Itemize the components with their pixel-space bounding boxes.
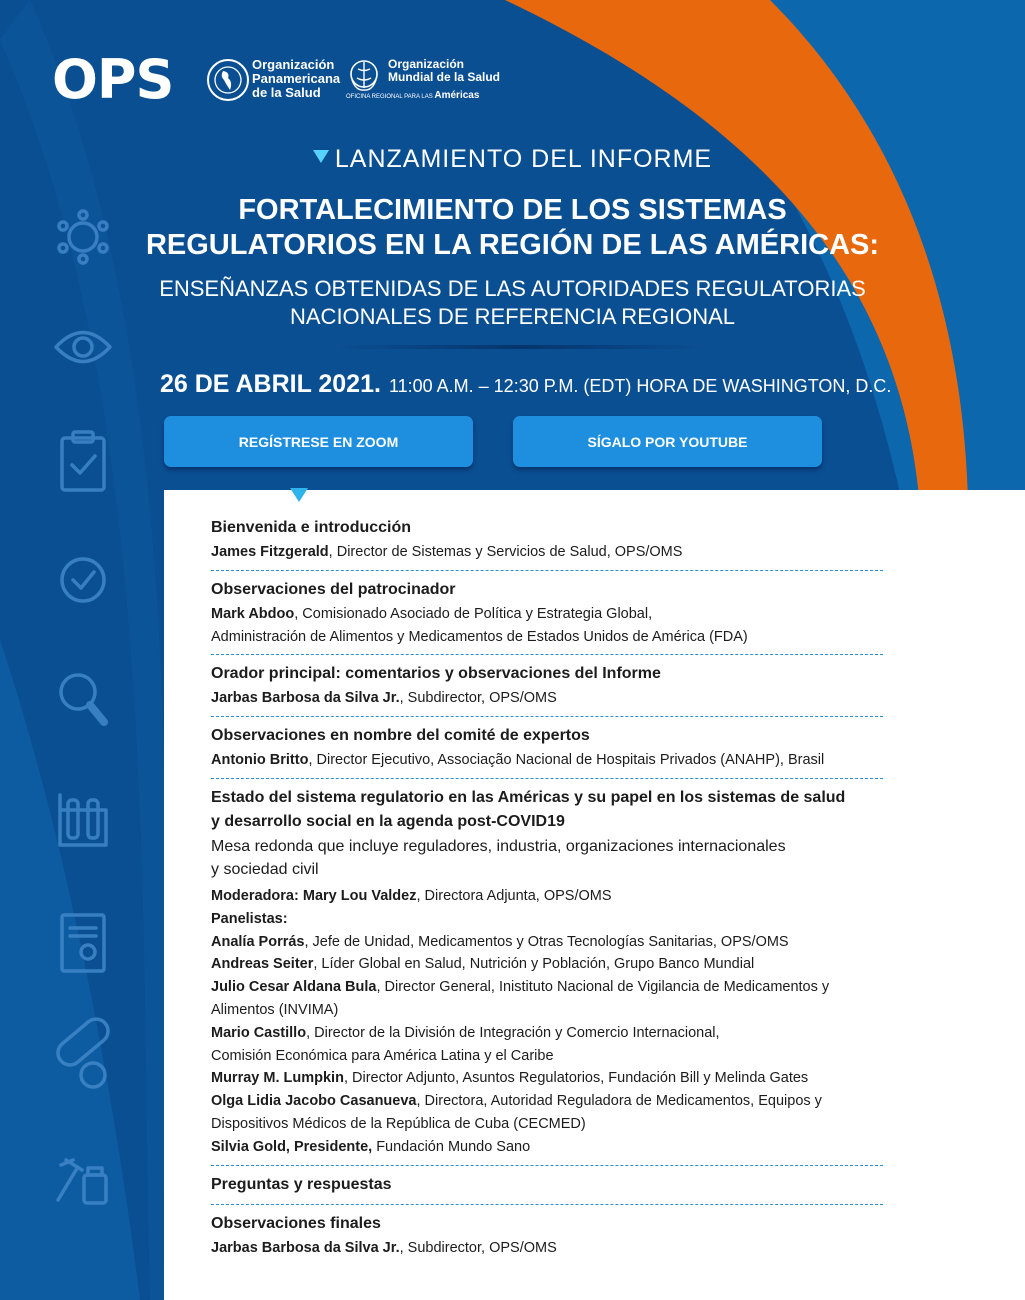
agenda-item-sponsor: Observaciones del patrocinador Mark Abdoo, Comisionado Asociado de Política y Estrategia Global, Administración de Alimentos y Medicamentos de Estados Unidos de América (FDA) [211, 578, 883, 656]
speaker: Jarbas Barbosa da Silva Jr., Subdirector, OPS/OMS [211, 1239, 557, 1256]
panelist: Andreas Seiter, Líder Global en Salud, Nutrición y Población, Grupo Banco Mundial [211, 956, 755, 973]
who-name: Organización Mundial de la Salud [388, 57, 501, 84]
who-emblem-icon [346, 58, 382, 94]
paho-name: Organización Panamericana de la Salud [252, 57, 341, 100]
agenda-item-qa: Preguntas y respuestas [211, 1173, 883, 1205]
agenda-item-experts: Observaciones en nombre del comité de expertos Antonio Britto, Director Ejecutivo, Associação Nacional de Hospitais Privados (ANAHP), Brasil [211, 724, 883, 779]
panelist-role-cont: Comisión Económica para América Latina y el Caribe [211, 1047, 554, 1064]
panelist: Mario Castillo, Director de la División de Integración y Comercio Internacional, [211, 1024, 720, 1041]
paho-emblem-icon [206, 58, 250, 102]
agenda-item-roundtable: Estado del sistema regulatorio en las Américas y su papel en los sistemas de salud y desarrollo social en la agenda post-COVID19 Mesa redonda que incluye reguladores, industria, organizaciones internacionales y sociedad civil Moderadora: Mary Lou Valdez, Directora Adjunta, OPS/OMS Panelistas: Analía Porrás, Jefe de Unidad, Medicamentos y Otras Tecnologías Sanitarias, OPS/OMS Andreas Seiter, Líder Global en Salud, Nutrición y Población, Grupo Banco Mundial Julio Cesar Aldana Bula, Director General, Inistituto Nacional de Vigilancia de Medicamentos y Alimentos (INVIMA) Mario Castillo, Director de la División de Integración y Comercio Internacional, Comisión Económica para América Latina y el Caribe Murray M. Lumpkin, Director Adjunto, Asuntos Regulatorios, Fundación Bill y Melinda Gates Olga Lidia Jacobo Casanueva, Directora, Autoridad Reguladora de Medicamentos, Equipos y Dispositivos Médicos de la República de Cuba (CECMED) Silvia Gold, Presidente, Fundación Mundo Sano [211, 786, 883, 1166]
panelist-role-cont: Alimentos (INVIMA) [211, 1001, 339, 1018]
panelists-label: Panelistas: [211, 910, 288, 927]
event-time: 11:00 A.M. – 12:30 P.M. (EDT) HORA DE WASHINGTON, D.C. [388, 376, 892, 396]
triangle-marker-icon [313, 150, 329, 163]
agenda-list [211, 516, 883, 1272]
panelist: Olga Lidia Jacobo Casanueva, Directora, Autoridad Reguladora de Medicamentos, Equipos y [211, 1093, 822, 1110]
speaker: James Fitzgerald, Director de Sistemas y Servicios de Salud, OPS/OMS [211, 544, 683, 560]
ops-logo: OPS [52, 48, 174, 111]
panelist: Analía Porrás, Jefe de Unidad, Medicamentos y Otras Tecnologías Sanitarias, OPS/OMS [211, 933, 789, 950]
panelist: Julio Cesar Aldana Bula, Director General, Inistituto Nacional de Vigilancia de Medicamentos y [211, 979, 830, 996]
agenda-item-welcome: Bienvenida e introducción James Fitzgerald, Director de Sistemas y Servicios de Salud, OPS/OMS [211, 516, 883, 571]
event-datetime [160, 370, 950, 399]
register-zoom-button[interactable]: REGÍSTRESE EN ZOOM [164, 416, 473, 467]
speaker: Mark Abdoo, Comisionado Asociado de Política y Estrategia Global, [211, 605, 653, 622]
agenda-item-closing: Observaciones finales Jarbas Barbosa da Silva Jr., Subdirector, OPS/OMS [211, 1212, 883, 1266]
panel-pointer-icon [290, 488, 308, 502]
speaker-role-cont: Administración de Alimentos y Medicamentos de Estados Unidos de América (FDA) [211, 628, 748, 645]
event-eyebrow: LANZAMIENTO DEL INFORME [160, 145, 865, 173]
panelist: Murray M. Lumpkin, Director Adjunto, Asuntos Regulatorios, Fundación Bill y Melinda Gates [211, 1070, 809, 1087]
panelist-role-cont: Dispositivos Médicos de la República de Cuba (CECMED) [211, 1115, 586, 1132]
who-regional-office: OFICINA REGIONAL PARA LAS Américas [346, 90, 480, 101]
report-subtitle: ENSEÑANZAS OBTENIDAS DE LAS AUTORIDADES REGULATORIAS NACIONALES DE REFERENCIA REGIONAL [159, 276, 866, 329]
agenda-item-keynote: Orador principal: comentarios y observaciones del Informe Jarbas Barbosa da Silva Jr., Subdirector, OPS/OMS [211, 662, 883, 717]
speaker: Antonio Britto, Director Ejecutivo, Associação Nacional de Hospitais Privados (ANAHP), Brasil [211, 752, 825, 769]
moderator: Moderadora: Mary Lou Valdez, Directora Adjunta, OPS/OMS [211, 887, 612, 904]
title-divider [330, 345, 710, 349]
panelist: Silvia Gold, Presidente, Fundación Mundo Sano [211, 1138, 531, 1155]
event-date: 26 DE ABRIL 2021. [160, 370, 381, 398]
report-title: FORTALECIMIENTO DE LOS SISTEMAS REGULATORIOS EN LA REGIÓN DE LAS AMÉRICAS: [145, 194, 880, 261]
speaker: Jarbas Barbosa da Silva Jr., Subdirector, OPS/OMS [211, 690, 557, 707]
follow-youtube-button[interactable]: SÍGALO POR YOUTUBE [513, 416, 822, 467]
